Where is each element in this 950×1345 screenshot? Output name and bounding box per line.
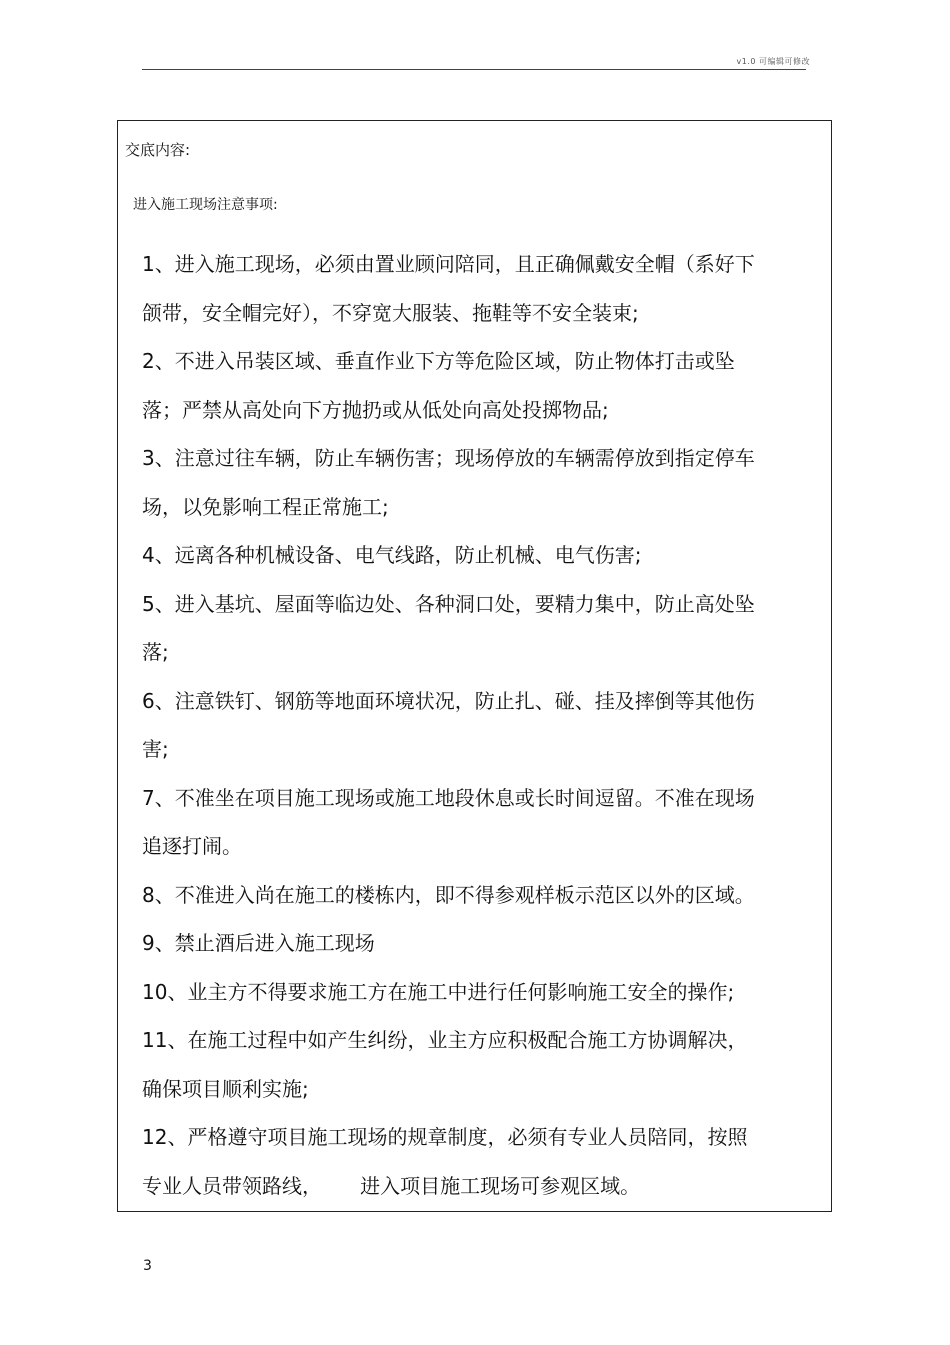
list-item: [142, 677, 822, 774]
item-line: 专业人员带领路线， 进入项目施工现场可参观区域。: [142, 1173, 641, 1198]
header-version-label: v1.0 可编辑可修改: [736, 57, 810, 66]
item-line: 11、在施工过程中如产生纠纷，业主方应积极配合施工方协调解决，: [142, 1028, 748, 1052]
list-item: [142, 968, 822, 1017]
item-line: 8、不准进入尚在施工的楼栋内，即不得参观样板示范区以外的区域。: [142, 882, 755, 907]
page-number: 3: [143, 1258, 152, 1274]
item-line: 10、业主方不得要求施工方在施工中进行任何影响施工安全的操作;: [142, 979, 735, 1004]
item-line: 6、注意铁钉、钢筋等地面环境状况，防止扎、碰、挂及摔倒等其他伤: [142, 688, 755, 713]
precautions-list: [142, 240, 822, 1210]
item-line: 落;: [142, 640, 169, 664]
list-item: [142, 580, 822, 677]
item-line: 落；严禁从高处向下方抛扔或从低处向高处投掷物品;: [142, 397, 609, 422]
list-item: [142, 919, 822, 968]
item-line: 9、禁止酒后进入施工现场: [142, 931, 375, 955]
item-line: 场，以免影响工程正常施工;: [142, 494, 389, 519]
list-item: [142, 871, 822, 920]
item-line: 1、进入施工现场，必须由置业顾问陪同，且正确佩戴安全帽（系好下: [142, 252, 755, 276]
disclosure-content-label: 交底内容:: [125, 141, 191, 159]
list-item: [142, 1113, 822, 1210]
list-item: [142, 774, 822, 871]
item-line: 5、进入基坑、屋面等临边处、各种洞口处，要精力集中，防止高处坠: [142, 591, 755, 616]
item-line: 7、不准坐在项目施工现场或施工地段休息或长时间逗留。不准在现场: [142, 785, 755, 810]
section-title: 进入施工现场注意事项:: [133, 197, 278, 213]
item-line: 确保项目顺利实施;: [142, 1076, 309, 1101]
list-item: [142, 531, 822, 580]
list-item: [142, 240, 822, 337]
item-line: 4、远离各种机械设备、电气线路，防止机械、电气伤害;: [142, 543, 642, 567]
header-divider: [142, 69, 806, 70]
item-line: 12、严格遵守项目施工现场的规章制度，必须有专业人员陪同，按照: [142, 1125, 748, 1149]
list-item: [142, 1016, 822, 1113]
item-line: 害;: [142, 737, 169, 761]
item-line: 追逐打闹。: [142, 834, 242, 858]
item-line: 2、不进入吊装区域、垂直作业下方等危险区域，防止物体打击或坠: [142, 349, 735, 373]
list-item: [142, 337, 822, 434]
item-line: 颌带，安全帽完好），不穿宽大服装、拖鞋等不安全装束;: [142, 300, 639, 325]
list-item: [142, 434, 822, 531]
item-line: 3、注意过往车辆，防止车辆伤害；现场停放的车辆需停放到指定停车: [142, 446, 755, 470]
